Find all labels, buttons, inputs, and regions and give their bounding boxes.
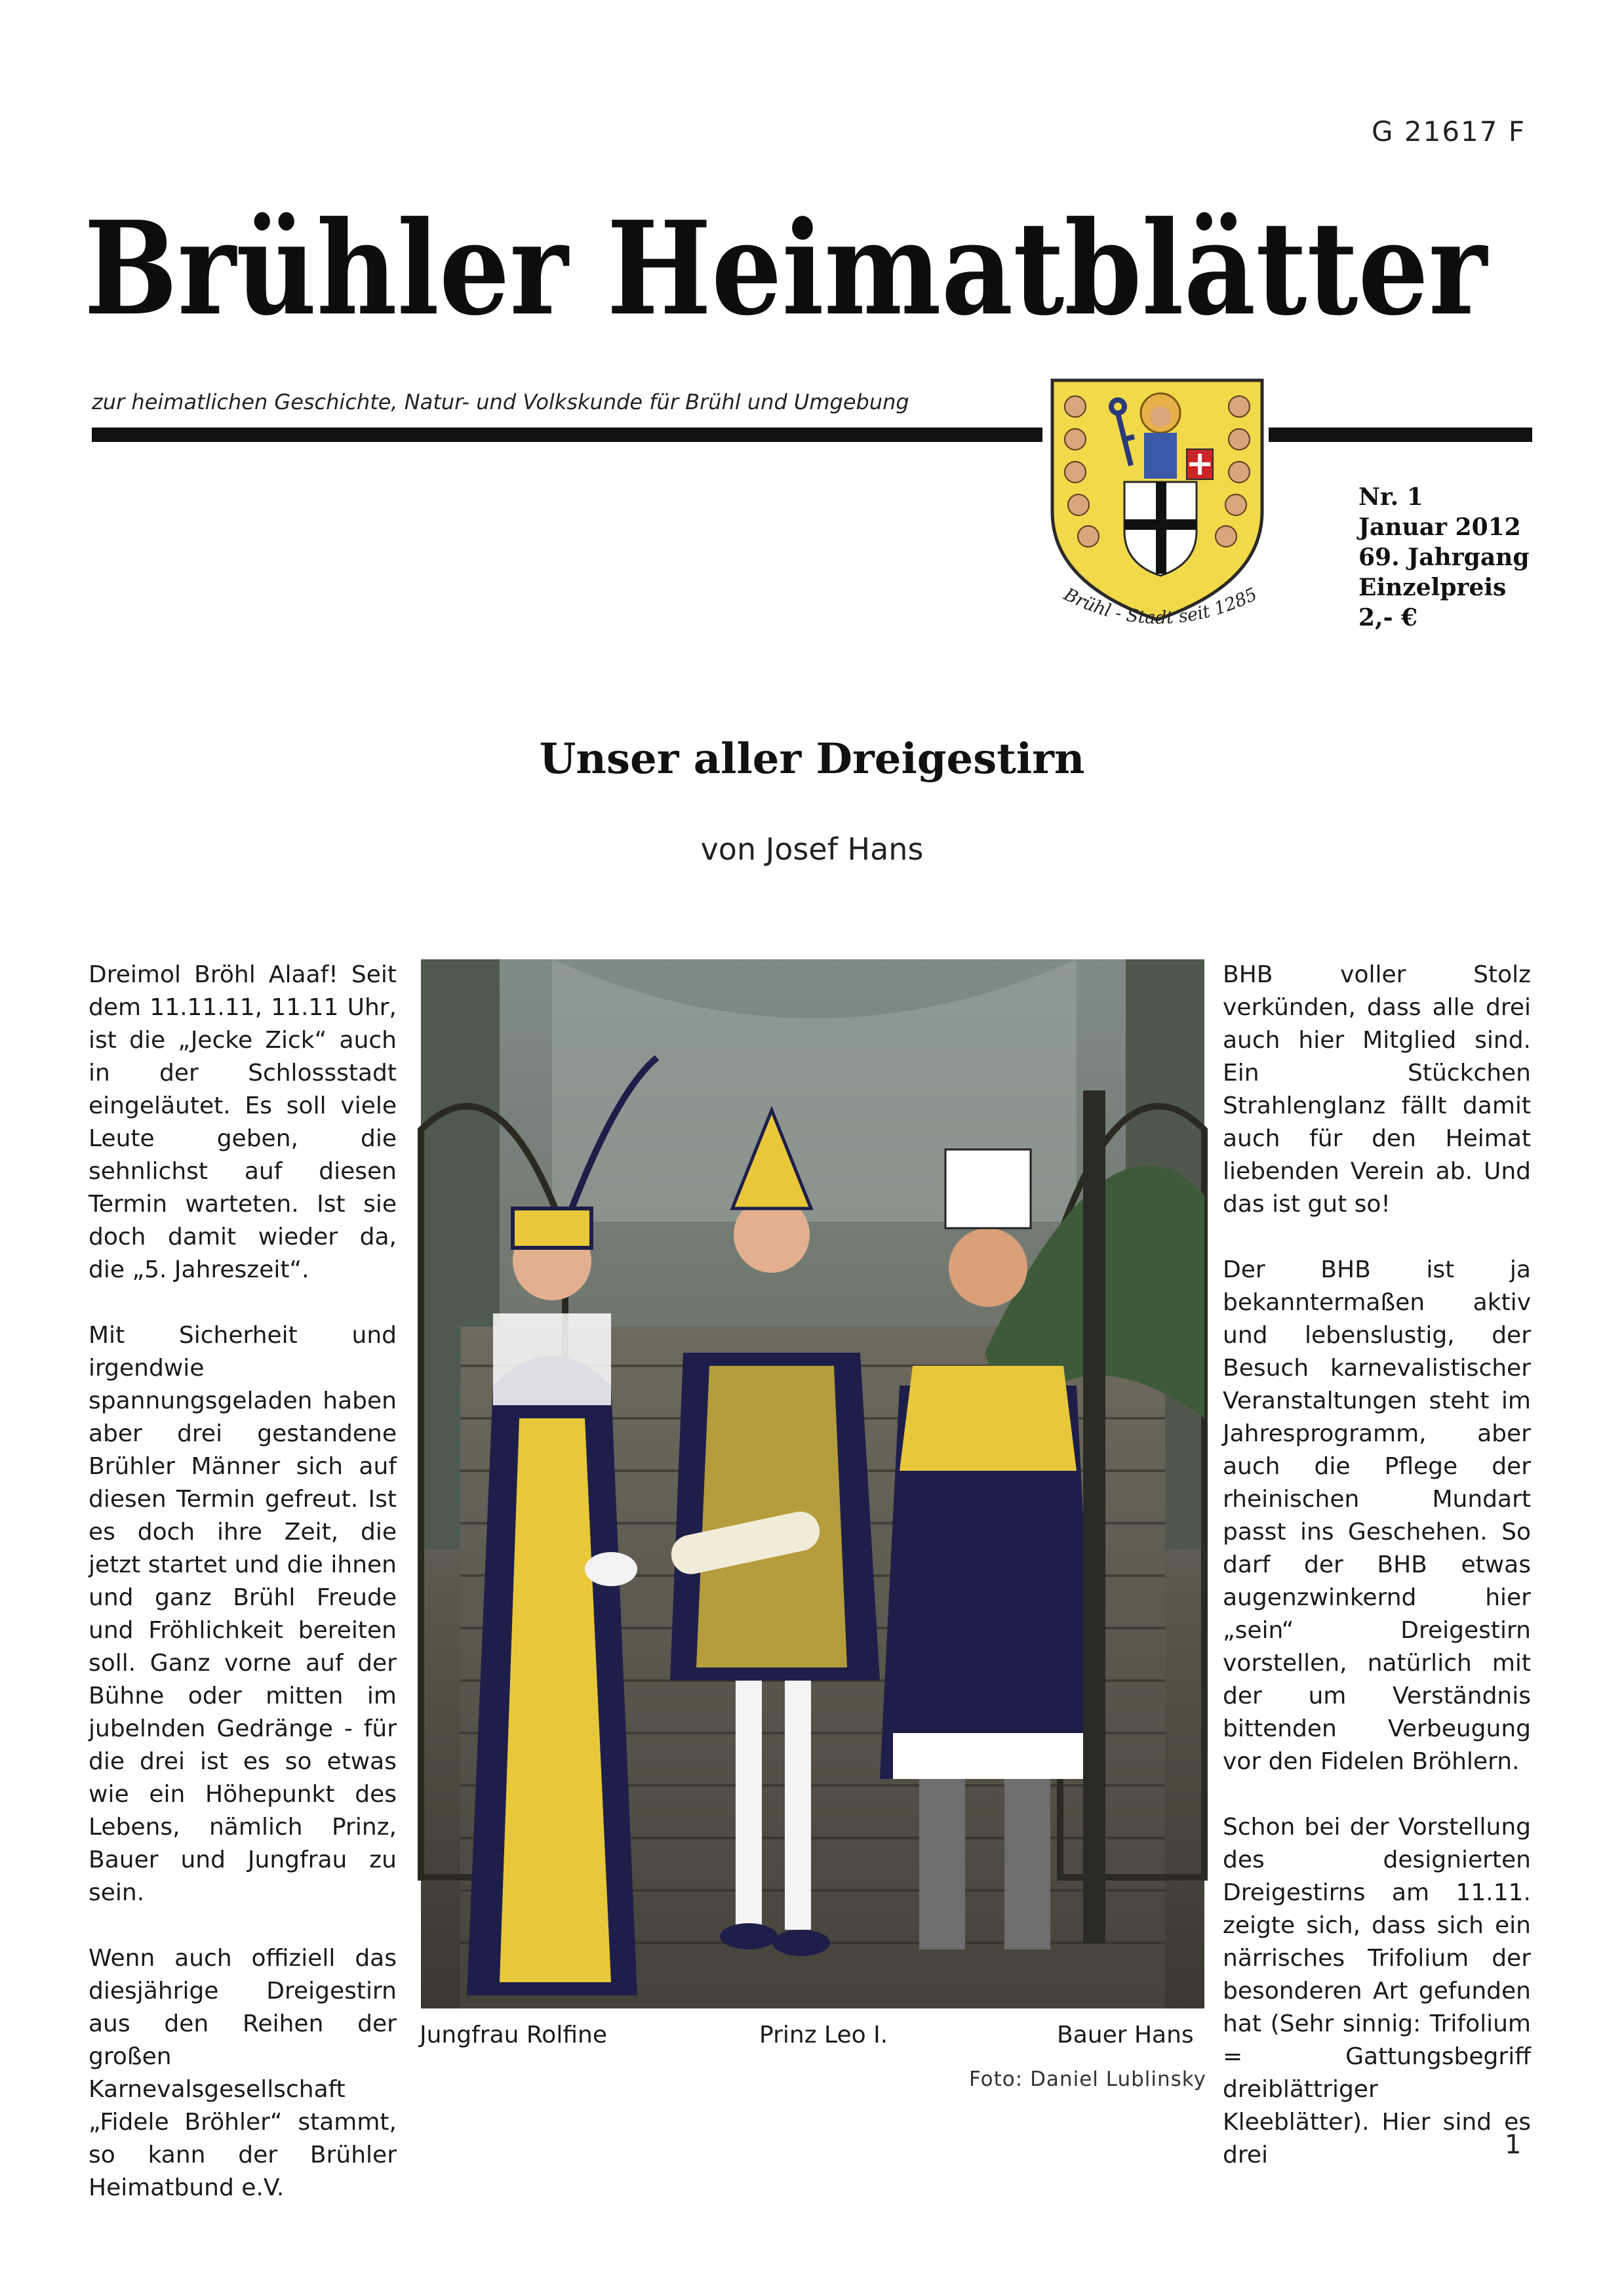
paragraph: Dreimol Bröhl Alaaf! Seit dem 11.11.11, 11.11 Uhr, ist die „Jecke Zick“ auch in der Schlossstadt eingeläutet. Es soll viele Leute geben, die sehnlichst auf diesen Termin warteten. Ist sie doch damit wieder da, die „5. Jahreszeit“. [89,961,397,1283]
header-rule-left [92,428,1042,442]
article-byline: von Josef Hans [700,831,924,867]
paragraph: Schon bei der Vorstellung des designierten Dreigestirns am 11.11. zeigte sich, dass sich ein närrisches Trifolium der besonderen Art gefunden hat (Sehr sinnig: Trifolium = Gattungsbegriff dreiblättriger Kleeblätter). Hier sind es drei [1223,1814,1531,2168]
issue-price-label: Einzelpreis [1358,574,1507,601]
masthead-title: Brühler Heimatblätter [84,193,1489,344]
paragraph: BHB voller Stolz verkünden, dass alle drei auch hier Mitglied sind. Ein Stückchen Strahlenglanz fällt damit auch für den Heimat liebenden Verein ab. Und das ist gut so! [1223,961,1531,1218]
issue-price: 2,- € [1358,604,1418,631]
issue-date: Januar 2012 [1358,513,1521,541]
paragraph: Der BHB ist ja bekanntermaßen aktiv und lebenslustig, der Besuch karnevalistischer Veranstaltungen steht im Jahresprogramm, aber auch die Pflege der rheinischen Mundart passt ins Geschehen. So darf der BHB etwas augenzwinkernd hier „sein“ Dreigestirn vorstellen, natürlich mit der um Verständnis bittenden Verbeugung vor den Fidelen Bröhlern. [1223,1256,1531,1775]
photo-caption-jungfrau: Jungfrau Rolfine [420,2022,607,2048]
article-column-left [89,959,397,2237]
crest-motto: Brühl - Stadt seit 1285 [1060,584,1261,629]
masthead [84,195,1526,353]
photo-caption-bauer: Bauer Hans [1057,2022,1194,2048]
city-crest-icon [1039,367,1275,656]
photo-caption-prinz: Prinz Leo I. [759,2022,888,2048]
postal-code: G 21617 F [1371,115,1526,148]
article-column-right [1223,959,1531,2205]
dreigestirn-photo [421,959,1204,2008]
paragraph: Mit Sicherheit und irgendwie spannungsgeladen haben aber drei gestandene Brühler Männer sich auf diesen Termin gefreut. Ist es doch ihre Zeit, die jetzt startet und die ihnen und ganz Brühl Freude und Fröhlichkeit bereiten soll. Ganz vorne auf der Bühne oder mitten im jubelnden Gedränge - für die drei ist es so etwas wie ein Höhepunkt des Lebens, nämlich Prinz, Bauer und Jungfrau zu sein. [89,1322,397,1906]
issue-volume: 69. Jahrgang [1358,544,1530,571]
header-rule-right [1269,428,1532,442]
issue-number: Nr. 1 [1358,483,1423,511]
photo-credit: Foto: Daniel Lublinsky [968,2067,1206,2091]
article-title: Unser aller Dreigestirn [539,734,1085,784]
issue-info [1358,482,1530,633]
masthead-subtitle: zur heimatlichen Geschichte, Natur- und Volkskunde für Brühl und Umgebung [92,389,909,414]
page-number: 1 [1505,2130,1522,2160]
paragraph: Wenn auch offiziell das diesjährige Dreigestirn aus den Reihen der großen Karnevalsgesellschaft „Fidele Bröhler“ stammt, so kann der Brühler Heimatbund e.V. [89,1945,397,2201]
